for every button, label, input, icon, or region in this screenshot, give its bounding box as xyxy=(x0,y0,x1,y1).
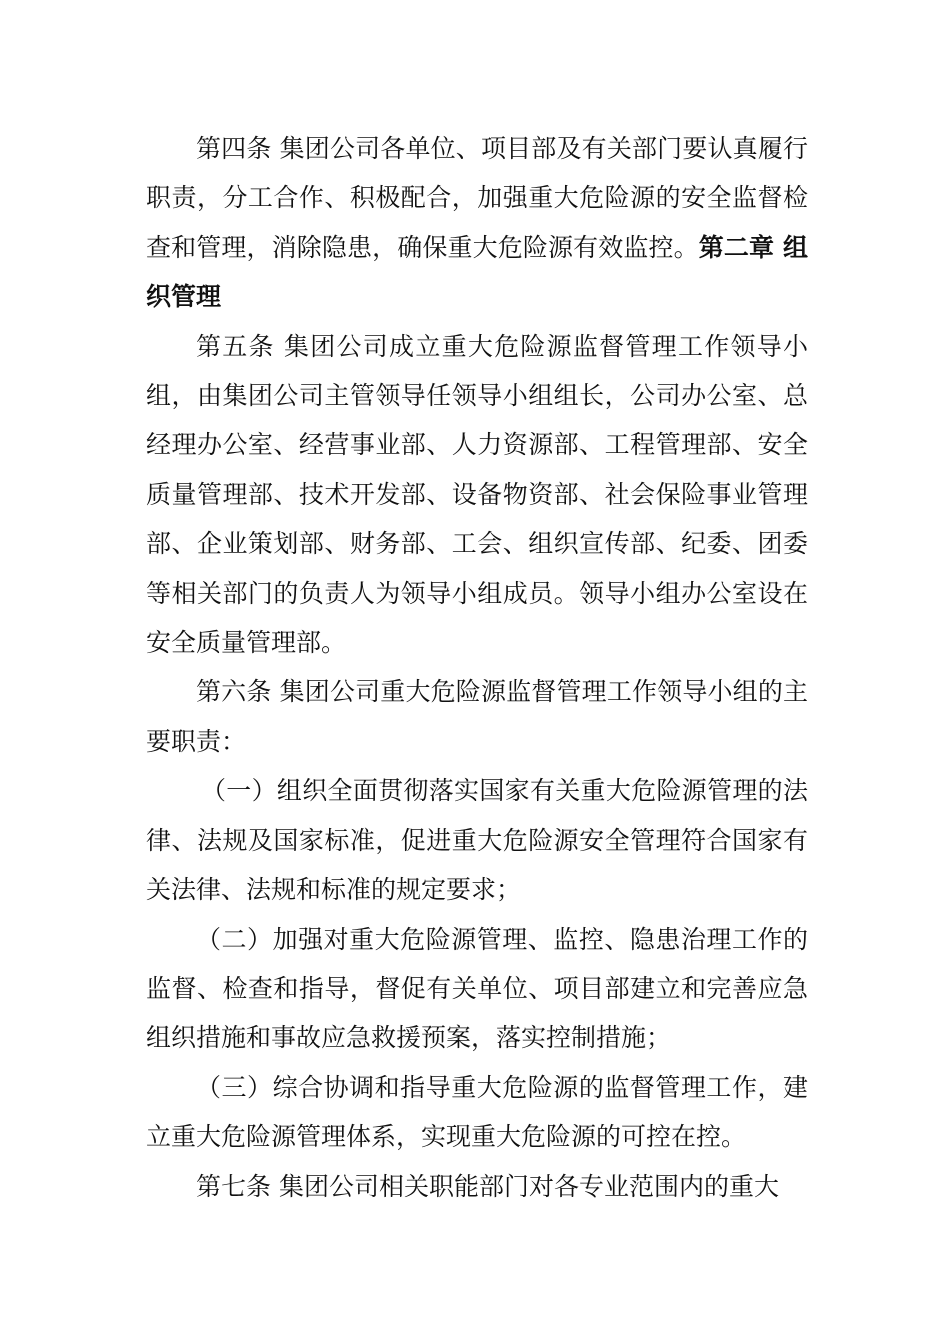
article-6-item-1: （一）组织全面贯彻落实国家有关重大危险源管理的法律、法规及国家标准，促进重大危险源安全管理符合国家有关法律、法规和标准的规定要求； xyxy=(146,776,808,905)
chapter-2-heading: 第二章 组织管理 xyxy=(146,232,808,312)
article-7-paragraph: 第七条 集团公司相关职能部门对各专业范围内的重大 xyxy=(196,1171,779,1201)
article-6-paragraph: 第六条 集团公司重大危险源监督管理工作领导小组的主要职责： xyxy=(146,677,808,756)
article-6-item-3: （三）综合协调和指导重大危险源的监督管理工作，建立重大危险源管理体系，实现重大危险源的可控在控。 xyxy=(146,1072,808,1152)
document-body xyxy=(146,124,808,1211)
article-4-text: 第四条 集团公司各单位、项目部及有关部门要认真履行职责，分工合作、积极配合，加强重大危险源的安全监督检查和管理，消除隐患，确保重大危险源有效监控。 xyxy=(146,134,808,262)
article-5-paragraph: 第五条 集团公司成立重大危险源监督管理工作领导小组，由集团公司主管领导任领导小组组长，公司办公室、总经理办公室、经营事业部、人力资源部、工程管理部、安全质量管理部、技术开发部、设备物资部、社会保险事业管理部、企业策划部、财务部、工会、组织宣传部、纪委、团委等相关部门的负责人为领导小组成员。领导小组办公室设在安全质量管理部。 xyxy=(146,331,808,658)
article-6-item-2: （二）加强对重大危险源管理、监控、隐患治理工作的监督、检查和指导，督促有关单位、项目部建立和完善应急组织措施和事故应急救援预案，落实控制措施； xyxy=(146,924,808,1053)
article-4-paragraph xyxy=(146,124,808,322)
